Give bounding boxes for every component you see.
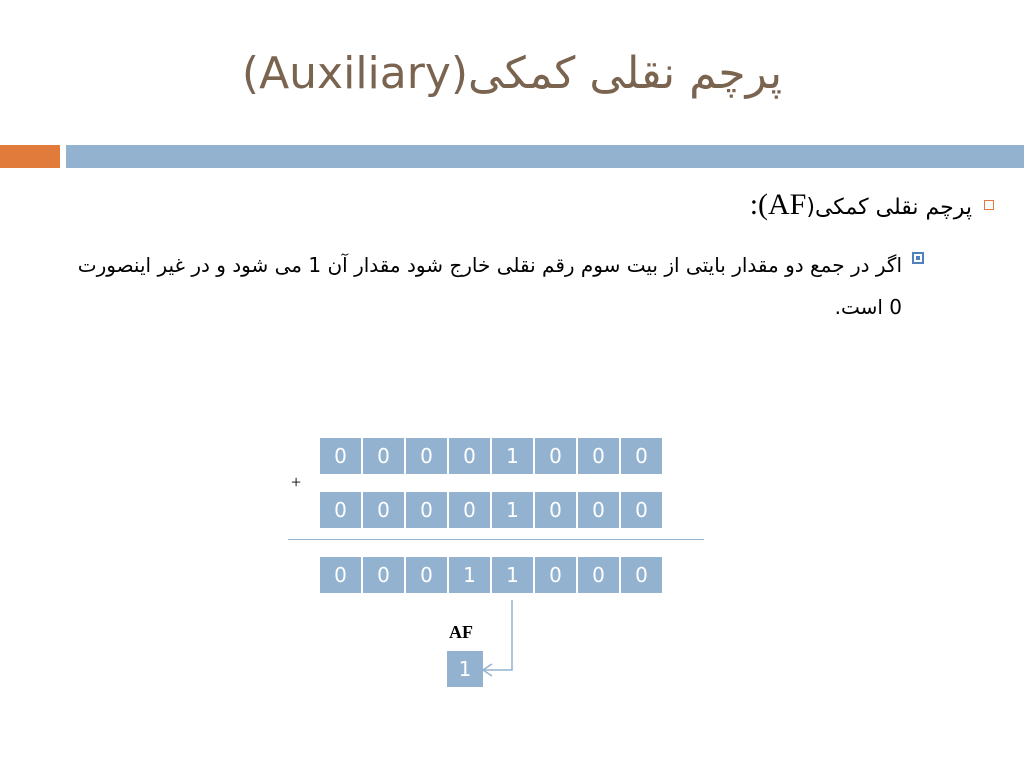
bit-cell: 0 xyxy=(535,492,576,528)
carry-arrow-icon xyxy=(480,598,520,678)
bullet-af-abbrev: AF xyxy=(768,188,807,221)
bullet-af-description-text: اگر در جمع دو مقدار بایتی از بیت سوم رقم نقلی خارج شود مقدار آن 1 می شود و در غیر اینصورت 0 است. xyxy=(77,253,902,319)
bit-cell: 0 xyxy=(578,557,619,593)
operand-row-1 xyxy=(320,438,664,474)
af-flag-label: AF xyxy=(449,622,473,642)
bit-cell: 0 xyxy=(578,438,619,474)
result-row xyxy=(320,557,664,593)
hollow-square-bullet-icon xyxy=(984,200,994,210)
bit-cell: 0 xyxy=(578,492,619,528)
operand-row-2 xyxy=(320,492,664,528)
title-band-blue xyxy=(66,145,1024,168)
bit-cell: 0 xyxy=(621,438,662,474)
bit-cell: 0 xyxy=(535,438,576,474)
bit-cell: 0 xyxy=(363,438,404,474)
bit-cell: 0 xyxy=(320,557,361,593)
bit-cell: 0 xyxy=(406,492,447,528)
bullet-af-description xyxy=(62,244,902,328)
bit-cell: 0 xyxy=(320,438,361,474)
bit-cell: 0 xyxy=(320,492,361,528)
bit-cell: 0 xyxy=(406,438,447,474)
bullet-af-heading-text: پرچم نقلی کمکی( xyxy=(806,195,972,220)
bullet-af-heading xyxy=(372,188,972,222)
bit-cell: 0 xyxy=(363,492,404,528)
sum-divider-line xyxy=(288,539,704,540)
slide-title: پرچم نقلی کمکی(Auxiliary) xyxy=(241,48,783,99)
bit-cell: 1 xyxy=(492,438,533,474)
plus-operator: + xyxy=(291,472,302,492)
square-bullet-icon xyxy=(912,252,924,264)
bit-cell: 0 xyxy=(621,492,662,528)
title-band-orange xyxy=(0,145,60,168)
bit-cell: 1 xyxy=(449,557,490,593)
bullet-af-suffix: ): xyxy=(749,188,769,221)
bit-cell: 0 xyxy=(363,557,404,593)
bit-cell: 1 xyxy=(492,557,533,593)
bit-cell: 1 xyxy=(492,492,533,528)
bit-cell: 0 xyxy=(449,438,490,474)
af-flag-value: 1 xyxy=(447,651,483,687)
bit-cell: 0 xyxy=(621,557,662,593)
bit-cell: 0 xyxy=(535,557,576,593)
bit-cell: 0 xyxy=(406,557,447,593)
bit-cell: 0 xyxy=(449,492,490,528)
